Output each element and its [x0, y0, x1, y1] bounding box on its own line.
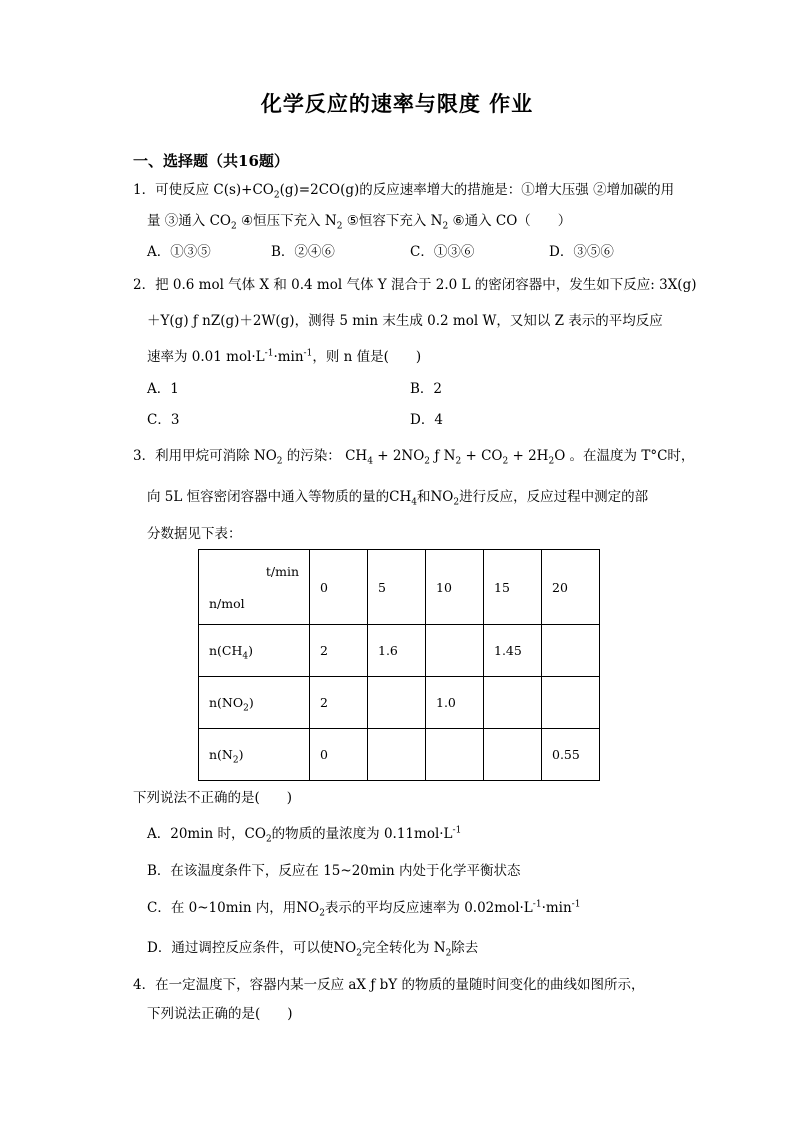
- q2-option-b[interactable]: B．2: [410, 381, 443, 397]
- table-cell: 5: [368, 550, 426, 625]
- q3-sup: -1: [452, 825, 462, 836]
- q3-text: + 2NO: [372, 448, 425, 464]
- q2-option-d[interactable]: D．4: [410, 412, 443, 428]
- q3-sub: 2: [424, 456, 431, 467]
- row-label: [199, 677, 310, 729]
- q3-sub: 4: [411, 497, 417, 508]
- q2-text-3b: ·min: [273, 349, 304, 365]
- q3-sub: 4: [367, 456, 373, 467]
- q3-text: 3．利用甲烷可消除 NO: [133, 448, 277, 464]
- q1-option-d[interactable]: D．③⑤⑥: [549, 244, 614, 260]
- q3-sup: -1: [571, 899, 581, 910]
- q1-sub: 2: [230, 221, 237, 232]
- q1-option-a[interactable]: A．①③⑤: [147, 244, 211, 260]
- q3-line2: [147, 488, 648, 506]
- q3-option-text: 的物质的量浓度为 0.11mol·L: [271, 826, 453, 842]
- row-label-sub: 2: [243, 703, 249, 714]
- q2-line1: 2．把 0.6 mol 气体 X 和 0.4 mol 气体 Y 混合于 2.0 L 的密闭容器中，发生如下反应: 3X(g): [133, 277, 697, 293]
- q2-sup: -1: [264, 348, 274, 359]
- q3-text: + 2H: [508, 448, 549, 464]
- q1-text-2d: ⑥通入 CO（ ）: [448, 213, 572, 229]
- row-label-text: ): [238, 747, 244, 762]
- q1-text-1a: 1．可使反应 C(s)+CO: [133, 182, 274, 198]
- q1-option-c[interactable]: C．①③⑥: [410, 244, 475, 260]
- table-diagonal-header: [199, 550, 310, 625]
- q1-text-2a: 量 ③通入 CO: [147, 213, 231, 229]
- q3-option-a[interactable]: [147, 825, 461, 843]
- q3-line1: [133, 447, 694, 465]
- table-cell: 0: [310, 729, 368, 781]
- q3-text: O 。在温度为 T°C时，: [554, 448, 695, 464]
- table-cell: 0: [310, 550, 368, 625]
- table-cell: [426, 729, 484, 781]
- table-row: [199, 729, 600, 781]
- q1-sub: 2: [273, 190, 280, 201]
- row-label-text: n(N: [209, 747, 233, 762]
- q2-text-2a: ＋Y(g): [147, 313, 193, 329]
- q3-text: ƒ N: [430, 448, 456, 464]
- q4-line2: 下列说法正确的是( ): [147, 1006, 293, 1022]
- q2-sup: -1: [303, 348, 313, 359]
- q3-option-text: 完全转化为 N: [361, 940, 446, 956]
- page-title: 化学反应的速率与限度 作业: [260, 91, 534, 116]
- table-cell: 1.45: [484, 625, 542, 677]
- q2-option-a[interactable]: A．1: [147, 381, 179, 397]
- q3-sup: -1: [532, 899, 542, 910]
- q3-option-text: C．在 0~10min 内，用NO: [147, 900, 320, 916]
- row-label: [199, 729, 310, 781]
- q3-sub: 2: [455, 456, 462, 467]
- q3-option-text: A．20min 时，CO: [147, 826, 266, 842]
- q2-option-c[interactable]: C．3: [147, 412, 180, 428]
- q1-text-1b: (g)=2CO(g)的反应速率增大的措施是：①增大压强 ②增加碳的用: [279, 182, 675, 198]
- header-mol: n/mol: [209, 596, 245, 611]
- row-label-sub: 2: [232, 755, 239, 766]
- q4-line1: [133, 976, 644, 994]
- q4-text: bY 的物质的量随时间变化的曲线如图所示，: [375, 977, 645, 993]
- row-label-text: ): [248, 643, 254, 658]
- q3-text: 和NO: [416, 489, 454, 505]
- q1-text-2b: ④恒压下充入 N: [236, 213, 337, 229]
- q3-sub: 2: [319, 908, 325, 919]
- table-cell: 15: [484, 550, 542, 625]
- q2-text-3c: ，则 n 值是( ): [312, 349, 422, 365]
- diagonal-line: [199, 550, 309, 625]
- q1-option-b[interactable]: B．②④⑥: [271, 244, 335, 260]
- table-row: [199, 677, 600, 729]
- table-cell: [426, 625, 484, 677]
- q3-sub: 2: [356, 948, 362, 959]
- q3-sub: 2: [445, 948, 452, 959]
- row-label: [199, 625, 310, 677]
- equilibrium-arrow-icon: ƒ: [192, 313, 198, 329]
- table-row: [199, 625, 600, 677]
- table-cell: 2: [310, 677, 368, 729]
- q3-option-text: 表示的平均反应速率为 0.02mol·L: [324, 900, 533, 916]
- q3-sub: 2: [548, 456, 555, 467]
- q3-option-c[interactable]: [147, 899, 580, 917]
- table-cell: [368, 677, 426, 729]
- table-cell: 10: [426, 550, 484, 625]
- q2-text-2b: nZ(g)＋2W(g)，测得 5 min 末生成 0.2 mol W，又知以 Z 表示的平均反应: [197, 313, 663, 329]
- table-cell: 1.6: [368, 625, 426, 677]
- row-label-text: n(NO: [209, 695, 244, 710]
- table-cell: 20: [542, 550, 600, 625]
- q3-option-text: 除去: [451, 940, 479, 956]
- q2-text-3a: 速率为 0.01 mol·L: [147, 349, 265, 365]
- q3-option-b[interactable]: B．在该温度条件下，反应在 15~20min 内处于化学平衡状态: [147, 863, 521, 879]
- q3-sub: 2: [502, 456, 509, 467]
- row-label-text: ): [248, 695, 254, 710]
- table-cell: 2: [310, 625, 368, 677]
- q1-line2: [147, 212, 571, 230]
- q1-sub: 2: [336, 221, 343, 232]
- q3-text: 向 5L 恒容密闭容器中通入等物质的量的CH: [147, 489, 412, 505]
- table-cell: [484, 677, 542, 729]
- q3-option-d[interactable]: [147, 939, 478, 957]
- table-header-row: [199, 550, 600, 625]
- q1-line1: [133, 181, 674, 199]
- q3-stem: 下列说法不正确的是( ): [133, 790, 293, 806]
- q3-text: 进行反应，反应过程中测定的部: [459, 489, 649, 505]
- q3-text: + CO: [461, 448, 503, 464]
- section-heading: 一、选择题（共16题）: [133, 152, 289, 170]
- table-cell: 0.55: [542, 729, 600, 781]
- q3-sub: 2: [276, 456, 283, 467]
- table-cell: [542, 677, 600, 729]
- q3-option-text: D．通过调控反应条件，可以使NO: [147, 940, 357, 956]
- q4-text: 4．在一定温度下，容器内某一反应 aX: [133, 977, 371, 993]
- q3-option-text: ·min: [541, 900, 572, 916]
- table-cell: [542, 625, 600, 677]
- table-cell: 1.0: [426, 677, 484, 729]
- table-cell: [368, 729, 426, 781]
- data-table: [198, 549, 600, 781]
- q1-sub: 2: [442, 221, 449, 232]
- q2-line3: [147, 348, 421, 366]
- equilibrium-arrow-icon: ƒ: [370, 977, 376, 993]
- table-cell: [484, 729, 542, 781]
- q3-line3: 分数据见下表：: [147, 526, 242, 542]
- row-label-text: n(CH: [209, 643, 243, 658]
- q1-text-2c: ⑤恒容下充入 N: [342, 213, 443, 229]
- q3-text: 的污染： CH: [282, 448, 368, 464]
- header-time: t/min: [265, 564, 299, 579]
- q3-sub: 2: [453, 497, 460, 508]
- q2-line2: [147, 312, 663, 330]
- q3-sub: 2: [265, 834, 272, 845]
- row-label-sub: 4: [242, 651, 249, 662]
